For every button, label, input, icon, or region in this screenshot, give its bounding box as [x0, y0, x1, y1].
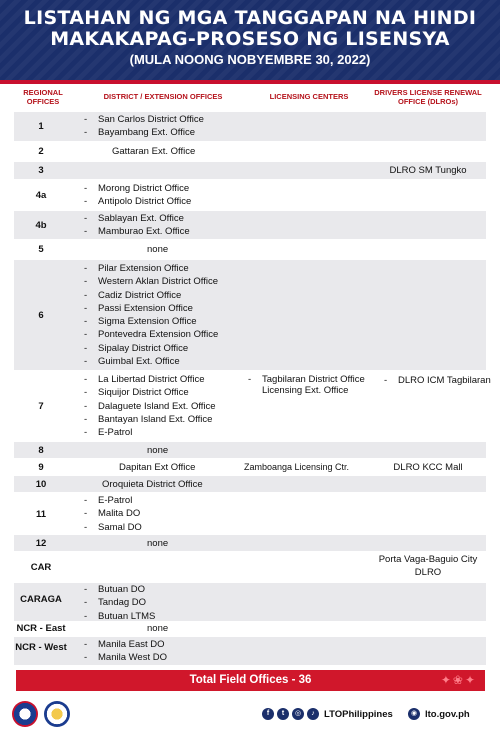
total-field-offices-bar: [16, 670, 485, 691]
table-row: [14, 459, 486, 475]
dlro-entry: Porta Vaga-Baguio City DLRO: [378, 554, 478, 578]
tiktok-icon[interactable]: ♪: [307, 708, 319, 720]
region-label: 3: [38, 165, 44, 176]
social-handle[interactable]: LTOPhilippines: [324, 708, 393, 720]
district-list: - Manila East DO - Manila West DO: [84, 639, 167, 664]
district-entry: Oroquieta District Office: [102, 478, 203, 490]
table-row: [14, 162, 486, 179]
district-list: - Butuan DO - Tandag DO - Butuan LTMS: [84, 584, 156, 622]
col-regional: REGIONAL OFFICES: [23, 88, 63, 106]
district-entry: Gattaran Ext. Office: [112, 146, 196, 157]
header-banner: [0, 0, 500, 80]
region-label: NCR - West: [15, 641, 67, 653]
table-row: [14, 553, 486, 582]
region-label: NCR - East: [16, 622, 66, 634]
website-url[interactable]: lto.gov.ph: [425, 708, 470, 720]
district-list: - San Carlos District Office - Bayambang Ext. Office: [84, 114, 204, 139]
district-entry: none: [147, 622, 169, 634]
dlro-entry: DLRO KCC Mall: [393, 461, 463, 473]
total-label: Total Field Offices - 36: [189, 674, 312, 686]
social-links: [262, 708, 393, 720]
region-label: 1: [38, 121, 44, 132]
table-row: [14, 112, 486, 141]
header-red-band: [0, 80, 500, 84]
facebook-icon[interactable]: f: [262, 708, 274, 720]
region-label: 4b: [35, 219, 47, 231]
twitter-icon[interactable]: t: [277, 708, 289, 720]
table-row: [14, 442, 486, 458]
col-district: DISTRICT / EXTENSION OFFICES: [103, 92, 223, 101]
region-label: 8: [38, 444, 44, 456]
decorative-pattern-icon: ✦❀✦: [440, 673, 477, 687]
district-list: - Sablayan Ext. Office - Mamburao Ext. Office: [84, 213, 190, 238]
dotr-seal-icon: [12, 701, 38, 727]
region-label: 11: [35, 508, 47, 520]
district-list: - E-Patrol - Malita DO - Samal DO: [84, 495, 142, 533]
district-entry: Dapitan Ext Office: [119, 461, 196, 473]
dlro-entry: DLRO SM Tungko: [389, 165, 467, 176]
region-label: 4a: [35, 190, 47, 201]
region-label: 5: [38, 244, 44, 255]
table-row: [14, 583, 486, 621]
region-label: 12: [35, 537, 47, 549]
district-list: - La Libertad District Office - Siquijor District Office - Dalaguete Island Ext. Office - Bantayan Island Ext. Office - E-Patrol: [84, 374, 216, 439]
table-row: [14, 620, 486, 636]
licensing-entry: - Tagbilaran District Office Licensing Ext. Office: [248, 374, 365, 396]
region-label: CAR: [30, 562, 52, 573]
region-label: CARAGA: [20, 593, 62, 605]
region-label: 6: [38, 309, 44, 321]
title-line-1: LISTAHAN NG MGA TANGGAPAN NA HINDI: [23, 7, 477, 29]
column-headers: [14, 86, 486, 108]
subtitle-date: (MULA NOONG NOBYEMBRE 30, 2022): [129, 52, 371, 67]
table-row: [14, 637, 486, 665]
table-row: [14, 181, 486, 210]
district-entry: none: [147, 444, 169, 456]
region-label: 9: [38, 461, 44, 473]
region-label: 10: [35, 478, 47, 490]
district-entry: none: [147, 244, 169, 255]
table-row: [14, 143, 486, 160]
footer: [0, 695, 500, 734]
table-row: [14, 535, 486, 551]
lto-seal-icon: [44, 701, 70, 727]
website-link[interactable]: [408, 708, 470, 720]
table-row: [14, 476, 486, 492]
table-row: [14, 260, 486, 370]
table-row: [14, 372, 491, 440]
table-row: [14, 494, 486, 534]
dlro-entry: - DLRO ICM Tagbilaran: [384, 375, 491, 386]
table-row: [14, 211, 486, 239]
district-list: - Morong District Office - Antipolo District Office: [84, 183, 192, 208]
region-label: 7: [38, 400, 44, 412]
globe-icon: ◉: [408, 708, 420, 720]
district-entry: none: [147, 537, 169, 549]
licensing-entry: Zamboanga Licensing Ctr.: [244, 462, 350, 472]
instagram-icon[interactable]: ◎: [292, 708, 304, 720]
col-licensing: LICENSING CENTERS: [269, 92, 349, 101]
district-list: - Pilar Extension Office - Western Aklan District Office - Cadiz District Office - Passi Extension Office - Sigma Extension Office - Pontevedra Extension Office - Sipalay District Office - Guimbal Ext. Office: [84, 263, 219, 368]
col-dlro: DRIVERS LICENSE RENEWAL OFFICE (DLROs): [374, 88, 482, 106]
table-row: [14, 241, 486, 258]
title-line-2: MAKAKAPAG-PROSESO NG LISENSYA: [50, 28, 450, 50]
region-label: 2: [38, 146, 44, 157]
